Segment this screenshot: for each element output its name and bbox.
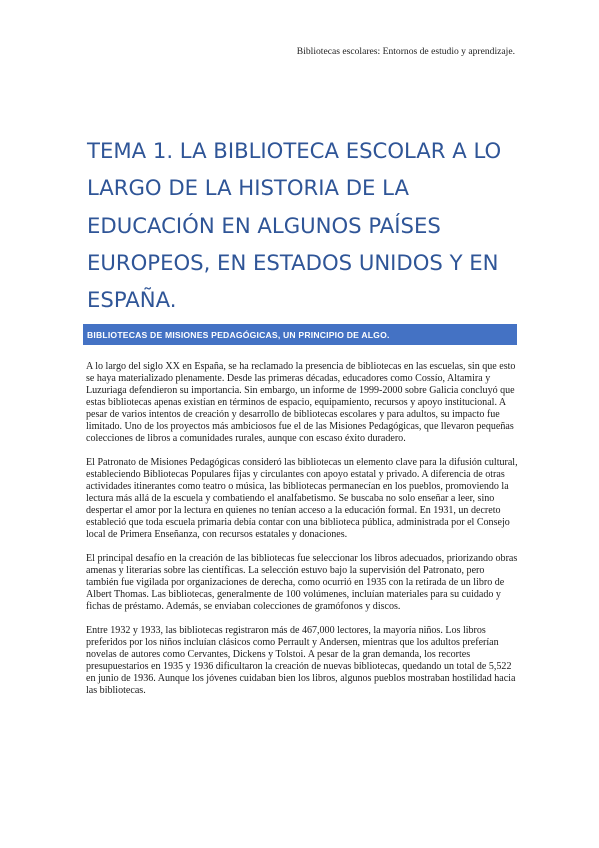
paragraph: El principal desafío en la creación de las bibliotecas fue seleccionar los libros adecuados, priorizando obras amenas y literarias sobre las científicas. La selección estuvo bajo la supervisión del Patronato, pero también fue vigilada por organizaciones de derecha, como ocurrió en 1935 con la retirada de un libro de Albert Thomas. Las bibliotecas, generalmente de 100 volúmenes, incluían materiales para su cuidado y fichas de préstamo. Además, se enviaban colecciones de gramófonos y discos.	[86, 553, 518, 612]
section-heading: BIBLIOTECAS DE MISIONES PEDAGÓGICAS, UN PRINCIPIO DE ALGO.	[87, 329, 390, 340]
document-title: TEMA 1. LA BIBLIOTECA ESCOLAR A LO LARGO DE LA HISTORIA DE LA EDUCACIÓN EN ALGUNOS PAÍSES EUROPEOS, EN ESTADOS UNIDOS Y EN ESPAÑA.	[87, 138, 502, 313]
paragraph: El Patronato de Misiones Pedagógicas consideró las bibliotecas un elemento clave para la difusión cultural, estableciendo Bibliotecas Populares fijas y circulantes con apoyo estatal y privado. A diferencia de otras actividades itinerantes como teatro o música, las bibliotecas permanecían en los pueblos, promoviendo la lectura más allá de la escuela y combatiendo el analfabetismo. Se buscaba no solo enseñar a leer, sino despertar el amor por la lectura en quienes no tenían acceso a la educación formal. En 1931, un decreto estableció que toda escuela primaria debía contar con una biblioteca pública, administrada por el Consejo local de Primera Enseñanza, con recursos estatales y donaciones.	[86, 457, 518, 540]
paragraph: A lo largo del siglo XX en España, se ha reclamado la presencia de bibliotecas en las escuelas, sin que esto se haya materializado plenamente. Desde las primeras décadas, educadores como Cossío, Altamira y Luzuriaga defendieron su importancia. Sin embargo, un informe de 1999-2000 sobre Galicia concluyó que estas bibliotecas apenas existían en términos de espacio, equipamiento, recursos y apoyo institucional. A pesar de varios intentos de creación y desarrollo de bibliotecas escolares y para adultos, su impacto fue limitado. Uno de los proyectos más ambiciosos fue el de las Misiones Pedagógicas, que llevaron pequeñas colecciones de libros a comunidades rurales, aunque con escaso éxito duradero.	[86, 361, 516, 444]
running-header: Bibliotecas escolares: Entornos de estudio y aprendizaje.	[296, 46, 515, 57]
body-text	[86, 361, 518, 709]
section-heading-bar	[83, 324, 517, 345]
paragraph: Entre 1932 y 1933, las bibliotecas registraron más de 467,000 lectores, la mayoría niños. Los libros preferidos por los niños incluían clásicos como Perrault y Andersen, mientras que los adultos preferían novelas de autores como Cervantes, Dickens y Tolstoi. A pesar de la gran demanda, los recortes presupuestarios en 1935 y 1936 dificultaron la creación de nuevas bibliotecas, quedando un total de 5,522 en junio de 1936. Aunque los jóvenes cuidaban bien los libros, algunos pueblos mostraban hostilidad hacia las bibliotecas.	[86, 625, 516, 696]
